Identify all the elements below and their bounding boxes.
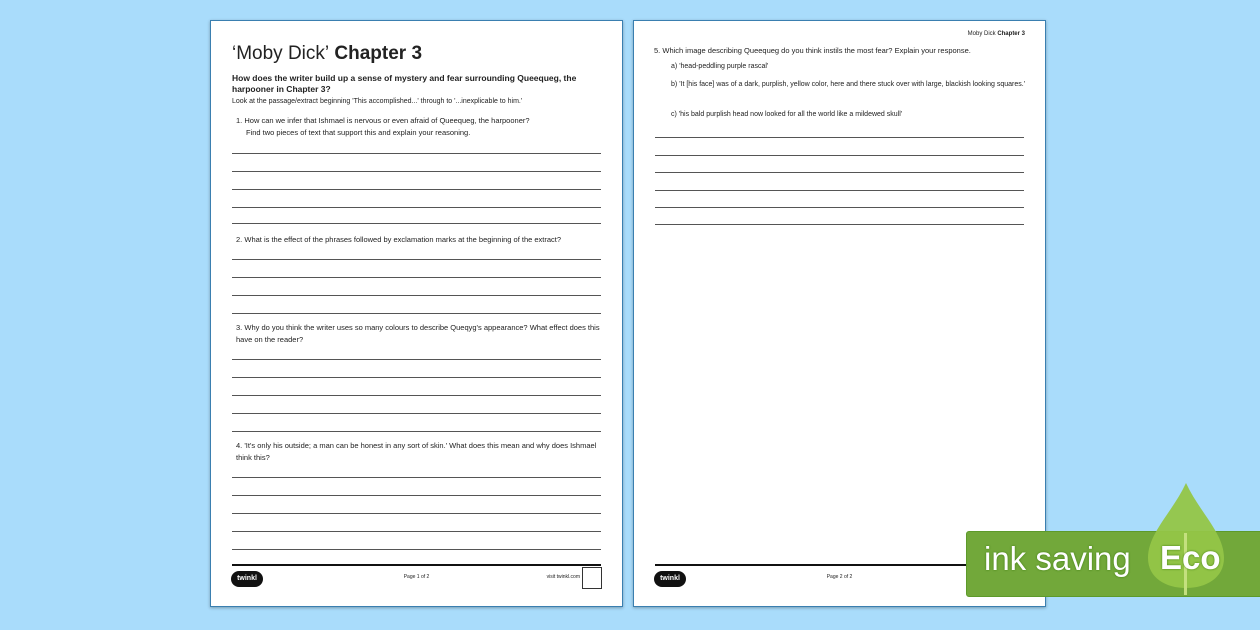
visit-link[interactable]: visit twinkl.com bbox=[546, 574, 580, 580]
twinkl-logo: twinkl bbox=[231, 571, 263, 587]
subtitle: How does the writer build up a sense of mystery and fear surrounding Queequeg, the harpooner in Chapter 3? bbox=[232, 73, 577, 94]
eco-label: Eco bbox=[1160, 539, 1221, 576]
option-a: a) 'head-peddling purple rascal' bbox=[671, 63, 769, 70]
question-2: 2. What is the effect of the phrases followed by exclamation marks at the beginning of the extract? bbox=[236, 235, 562, 244]
option-c: c) 'his bald purplish head now looked for all the world like a mildewed skull' bbox=[671, 111, 903, 118]
ink-saving-label: ink saving bbox=[984, 540, 1131, 577]
quality-stamp-icon bbox=[582, 567, 602, 589]
instruction: Look at the passage/extract beginning 'This accomplished...' through to '...inexplicable to him.' bbox=[232, 98, 523, 105]
page-title: ‘Moby Dick’ Chapter 3 bbox=[232, 43, 423, 64]
page-number: Page 2 of 2 bbox=[826, 574, 853, 580]
page-header: Moby Dick Chapter 3 bbox=[967, 31, 1025, 37]
worksheet-page-2 bbox=[633, 20, 1046, 607]
option-b: b) 'It [his face] was of a dark, purplish, yellow color, here and there stuck over with large, blackish looking squares.' bbox=[671, 81, 1026, 88]
question-5: 5. Which image describing Queequeg do you think instils the most fear? Explain your response. bbox=[654, 46, 971, 55]
page-number: Page 1 of 2 bbox=[403, 574, 430, 580]
question-3: 3. Why do you think the writer uses so many colours to describe Queqyg's appearance? What effect does this have on the reader? bbox=[236, 323, 600, 344]
question-1: 1. How can we infer that Ishmael is nervous or even afraid of Queequeg, the harpooner? Find two pieces of text that support this and explain your reasoning. bbox=[236, 116, 530, 137]
question-4: 4. 'It's only his outside; a man can be honest in any sort of skin.' What does this mean and why does Ishmael think this? bbox=[236, 441, 597, 462]
twinkl-logo: twinkl bbox=[654, 571, 686, 587]
worksheet-page-1 bbox=[210, 20, 623, 607]
